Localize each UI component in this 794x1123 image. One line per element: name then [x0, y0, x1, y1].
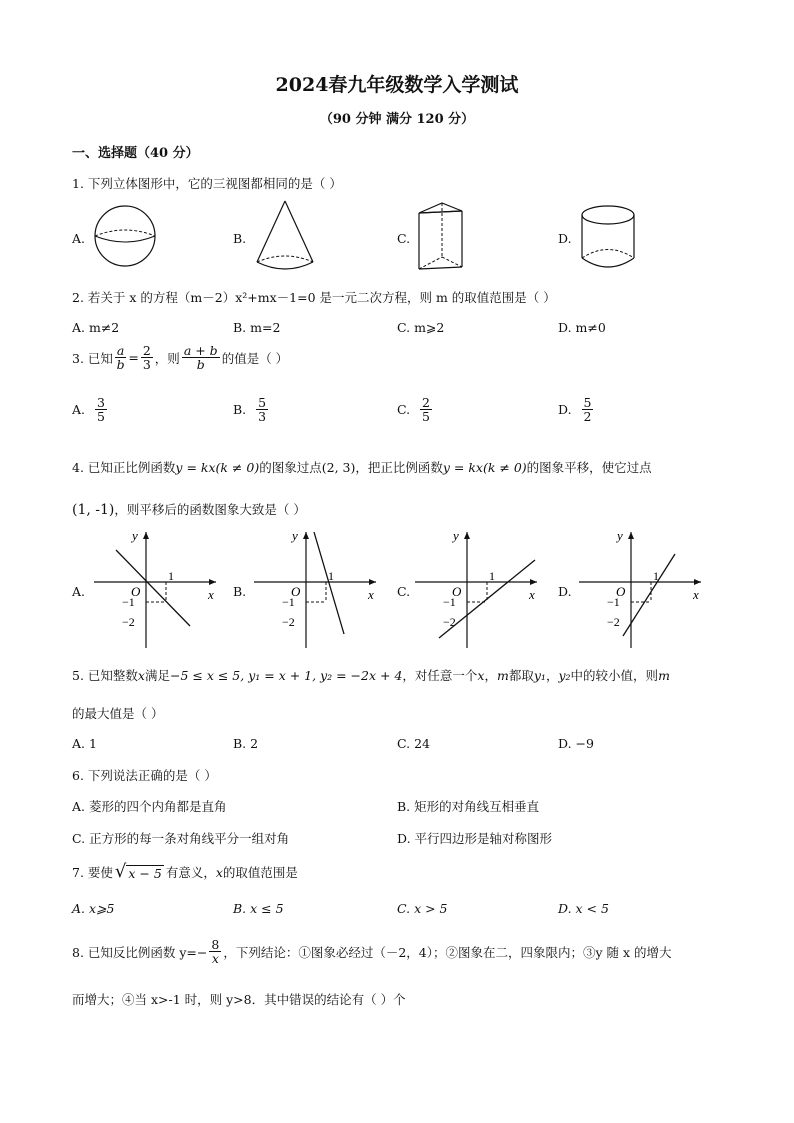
- q5-condition: −5 ≤ x ≤ 5, y₁ = x + 1, y₂ = −2x + 4: [169, 668, 403, 683]
- question-3-text: [72, 344, 288, 371]
- q1-option-d-label: D.: [558, 231, 572, 246]
- tick-label-1: 1: [653, 569, 659, 583]
- x-axis-arrow: [694, 579, 701, 585]
- origin-label: O: [291, 584, 301, 599]
- tick-label-minus-2: −2: [607, 615, 620, 629]
- q7-radical: √ x − 5: [114, 861, 162, 882]
- tick-label-minus-1: −1: [282, 595, 295, 609]
- x-axis-arrow: [369, 579, 376, 585]
- x-axis-arrow: [209, 579, 216, 585]
- q1-option-b-label: B.: [233, 231, 247, 246]
- q7-option-b: B. x ≤ 5: [233, 901, 284, 916]
- page-subtitle: （90 分钟 满分 120 分）: [319, 112, 475, 127]
- tick-label-minus-2: −2: [282, 615, 295, 629]
- q2-option-c: C. m⩾2: [397, 320, 445, 335]
- q4-formula-1: y = kx(k ≠ 0): [175, 460, 260, 475]
- question-1-text: 1. 下列立体图形中，它的三视图都相同的是（ ）: [72, 176, 342, 191]
- q3-equals: =: [128, 350, 139, 366]
- q4-option-a-label: A.: [72, 584, 86, 599]
- q3-prefix: 3. 已知: [72, 350, 113, 366]
- page-title: 2024春九年级数学入学测试: [275, 74, 519, 96]
- q6-option-b: B. 矩形的对角线互相垂直: [397, 799, 540, 814]
- q4-option-d-label: D.: [558, 584, 572, 599]
- q4-graph-d: [577, 528, 707, 652]
- q4-option-b-label: B.: [233, 584, 247, 599]
- q7-option-c: C. x > 5: [397, 901, 448, 916]
- q1-option-a-label: A.: [72, 231, 86, 246]
- origin-label: O: [616, 584, 626, 599]
- q7-option-a: A. x⩾5: [72, 901, 115, 916]
- q3-fraction-apb-over-b: $\frac{a + b}{b}$: [183, 343, 218, 373]
- q1-option-c-label: C.: [397, 231, 411, 246]
- q6-option-a: A. 菱形的四个内角都是直角: [72, 799, 227, 814]
- question-7-text: 7. 要使 √ x − 5 有意义， x 的取值范围是: [72, 861, 298, 882]
- x-axis-arrow: [530, 579, 537, 585]
- q4-point-1: (2, 3): [321, 460, 356, 475]
- q4-option-c-label: C.: [397, 584, 411, 599]
- q3-fraction-a-over-b: $\frac{a}{b}$: [116, 343, 125, 373]
- question-8-line1: 8. 已知反比例函数 y=− $\frac{8}{x}$ ，下列结论：①图象必经过（－2，4）；②图象在二，四象限内；③y 随 x 的增大: [72, 937, 672, 967]
- triangular-prism-icon: [416, 199, 466, 273]
- q6-option-c: C. 正方形的每一条对角线平分一组对角: [72, 831, 290, 846]
- question-5-line1: 5. 已知整数x满足−5 ≤ x ≤ 5, y₁ = x + 1, y₂ = −2x + 4，对任意一个x，m都取y₁，y₂中的较小值，则m: [72, 668, 670, 683]
- q5-option-c: C. 24: [397, 736, 430, 751]
- tick-label-1: 1: [489, 569, 495, 583]
- tick-label-minus-1: −1: [607, 595, 620, 609]
- q3-mid: ，则: [154, 350, 180, 366]
- tick-label-1: 1: [328, 569, 334, 583]
- x-axis-label: x: [693, 587, 699, 602]
- q2-option-a: A. m≠2: [72, 320, 120, 335]
- y-axis-label: y: [453, 528, 459, 543]
- q8-fraction: $\frac{8}{x}$: [211, 937, 220, 967]
- q4-graph-b: [252, 528, 382, 652]
- question-4-line2: (1, -1)，则平移后的函数图象大致是（ ）: [72, 502, 306, 518]
- q3-option-d: D. $\frac{5}{2}$: [558, 395, 592, 425]
- q4-graph-c: [413, 528, 543, 652]
- tick-label-1: 1: [168, 569, 174, 583]
- question-5-line2: 的最大值是（ ）: [72, 706, 164, 721]
- question-4-line1: 4. 已知正比例函数y = kx(k ≠ 0)的图象过点(2, 3)，把正比例函数y = kx(k ≠ 0)的图象平移，使它过点: [72, 460, 652, 475]
- cone-icon: [254, 198, 316, 274]
- y-axis-arrow: [464, 532, 470, 539]
- origin-label: O: [452, 584, 462, 599]
- function-line: [314, 532, 344, 634]
- q3-suffix: 的值是（ ）: [221, 350, 289, 366]
- tick-label-minus-1: −1: [122, 595, 135, 609]
- q4-formula-2: y = kx(k ≠ 0): [442, 460, 527, 475]
- q5-option-b: B. 2: [233, 736, 259, 751]
- q3-fraction-2-over-3: $\frac{2}{3}$: [142, 343, 151, 373]
- y-axis-label: y: [617, 528, 623, 543]
- q7-option-d: D. x < 5: [558, 901, 609, 916]
- x-axis-label: x: [529, 587, 535, 602]
- sphere-icon: [92, 204, 158, 268]
- q6-option-d: D. 平行四边形是轴对称图形: [397, 831, 553, 846]
- q4-graph-a: [92, 528, 222, 652]
- y-axis-arrow: [143, 532, 149, 539]
- q5-option-d: D. −9: [558, 736, 594, 751]
- q3-option-b: B. $\frac{5}{3}$: [233, 395, 267, 425]
- origin-label: O: [131, 584, 141, 599]
- tick-label-minus-2: −2: [122, 615, 135, 629]
- y-axis-label: y: [132, 528, 138, 543]
- y-axis-arrow: [303, 532, 309, 539]
- q3-option-c: C. $\frac{2}{5}$: [397, 395, 430, 425]
- section-heading: 一、选择题（40 分）: [72, 146, 199, 161]
- y-axis-label: y: [292, 528, 298, 543]
- y-axis-arrow: [628, 532, 634, 539]
- q3-option-a: A. $\frac{3}{5}$: [72, 395, 105, 425]
- cylinder-icon: [579, 203, 637, 271]
- tick-label-minus-1: −1: [443, 595, 456, 609]
- q5-option-a: A. 1: [72, 736, 97, 751]
- x-axis-label: x: [368, 587, 374, 602]
- tick-label-minus-2: −2: [443, 615, 456, 629]
- question-8-line2: 而增大；④当 x>-1 时，则 y>8．其中错误的结论有（ ）个: [72, 992, 406, 1007]
- question-6-text: 6. 下列说法正确的是（ ）: [72, 768, 217, 783]
- q2-option-b: B. m=2: [233, 320, 281, 335]
- q4-point-2: (1, -1): [72, 502, 115, 518]
- x-axis-label: x: [208, 587, 214, 602]
- question-2-text: 2. 若关于 x 的方程（m－2）x²+mx－1=0 是一元二次方程，则 m 的取值范围是（ ）: [72, 290, 556, 305]
- q2-option-d: D. m≠0: [558, 320, 606, 335]
